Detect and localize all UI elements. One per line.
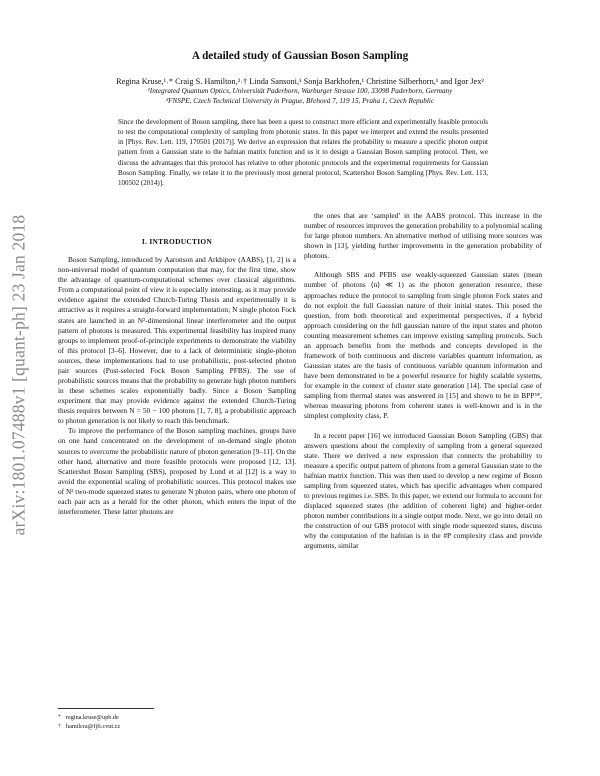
abstract: Since the development of Boson sampling, there has been a quest to construct more efficient and experimentally feasible protocols to test the computational complexity of sampling from photonic states. In this paper we interpret and extend the results presented in [Phys. Rev. Lett. 119, 170501 (2017)]. We derive an expression that relates the probability to measure a specific photon output pattern from a Gaussian state to the hafnian matrix function and us it to design a Gaussian Boson sampling protocol. Then, we discuss the advantages that this protocol has relative to other photonic protocols and the experimental requirements for Gaussian Boson Sampling. Finally, we relate it to the previously most general protocol, Scattershot Boson Sampling [Phys. Rev. Lett. 113, 100502 (2014)]. bbox=[118, 118, 488, 187]
paragraph: To improve the performance of the Boson sampling machines, groups have on one hand concentrated on the development of on-demand single photon sources to overcome the probabilistic nature of photon generation [9–11]. On the other hand, alternative and more feasible protocols were proposed [12, 13]. Scattershot Boson Sampling (SBS), proposed by Lund et al [12] is a way to avoid the exponential scaling of probabilistic sources. This protocol makes use of N² two-mode squeezed states to generate N photon pairs, where one photon of each pair acts as a herald for the other photon, which enters the input of the interferometer. These latter photons are bbox=[58, 426, 296, 517]
section-heading: I. INTRODUCTION bbox=[141, 237, 213, 246]
arxiv-stamp bbox=[4, 210, 34, 540]
footnote-rule bbox=[58, 708, 154, 709]
right-column bbox=[304, 211, 542, 552]
left-column bbox=[58, 237, 296, 517]
paper-title: A detailed study of Gaussian Boson Sampling bbox=[191, 50, 409, 62]
affiliation-1: ¹Integrated Quantum Optics, Universität Paderborn, Warburger Strasse 100, 33098 Paderborn, Germany bbox=[147, 87, 453, 95]
paragraph: Boson Sampling, introduced by Aaronson and Arkhipov (AABS), [1, 2] is a non-universal model of quantum computation that may, for the first time, show the advantage of quantum-computational schemes over classical algorithms. From a computational point of view it is especially interesting, as it may provide evidence against the extended Church-Turing Thesis and experimentally it is attractive as it requires a straight-forward implementation; N single photon Fock states are launched in an N²-dimensional linear interferometer and the output pattern of photons is measured. This experimental feasibility has inspired many groups to implement proof-of-principle experiments to demonstrate the viability of this protocol [3–6]. However, due to a lack of deterministic single-photon sources, these implementations had to use probabilistic, post-selected photon pair sources (Post-selected Fock Boson Sampling PFBS). The use of probabilistic sources means that the probability to generate high photon numbers in these schemes scales exponentially badly. Since a Boson Sampling experiment that may provide evidence against the extended Church-Turing thesis requires between N = 50 − 100 photons [1, 7, 8], a probabilistic approach to photon generation is not likely to reach this benchmark. bbox=[58, 255, 296, 426]
arxiv-stamp-text: arXiv:1801.07488v1 [quant-ph] 23 Jan 2018 bbox=[8, 214, 29, 536]
paragraph: the ones that are ‘sampled’ in the AABS protocol. This increase in the number of resources improves the generation probability to a polynomial scaling for large photon numbers. An alternative method of utilising more sources was shown in [13], yielding further improvements in the generation probability of photons. bbox=[304, 211, 542, 261]
paper-header bbox=[60, 50, 540, 106]
footnotes bbox=[58, 708, 296, 731]
paragraph: Although SBS and PFBS use weakly-squeezed Gaussian states (mean number of photons ⟨n⟩ ≪ 1) as the photon generation resource, these approaches reduce the protocol to sampling from single photon Fock states and do not exploit the full Gaussian nature of their initial states. This posed the question, from both theoretical and experimental perspectives, if a hybrid approach considering on the full gaussian nature of the input states and photon counting measurement schemes can improve existing sampling protocols. Such an approach benefits from the methods and concepts developed in the framework of both continuous and discrete variables quantum information, as Gaussian states are the basis of continuous variable quantum information and have been demonstrated to be a powerful resource for highly scalable systems, for example in the context of cluster state generation [14]. The special case of sampling from thermal states was answered in [15] and shown to be in BPPᴺᴾ, whereas measuring photons from coherent states is well-known and is in the simplest complexity class, P. bbox=[304, 270, 542, 421]
author-list: Regina Kruse,¹˒* Craig S. Hamilton,²˒† Linda Sansoni,¹ Sonja Barkhofen,¹ Christine Silberhorn,¹ and Igor Jex² bbox=[116, 77, 484, 86]
footnote-email-2[interactable]: † hamilcra@fjfi.cvut.cz bbox=[58, 723, 121, 730]
affiliation-2: ²FNSPE, Czech Technical University in Prague, Břehová 7, 119 15, Praha 1, Czech Republic bbox=[165, 96, 435, 105]
footnote-email-1[interactable]: * regina.kruse@upb.de bbox=[58, 714, 119, 721]
paragraph: In a recent paper [16] we introduced Gaussian Boson Sampling (GBS) that answers questions about the complexity of sampling from a general squeezed state. There we derived a new expression that connects the probability to measure a specific output pattern of photons from a general Gaussian state to the hafnian matrix function. This was then used to develop a new regime of Boson sampling from squeezed states, which has specific advantages when compared to previous regimes i.e. SBS. In this paper, we extend our formula to account for displaced squeezed states (the addition of coherent light) and higher-order photon number contributions in a single output mode. Next, we go into detail on the construction of our GBS protocol with single mode squeezed states, discuss why the computation of the hafnian is in the #P complexity class and provide arguments, similar bbox=[304, 430, 542, 551]
